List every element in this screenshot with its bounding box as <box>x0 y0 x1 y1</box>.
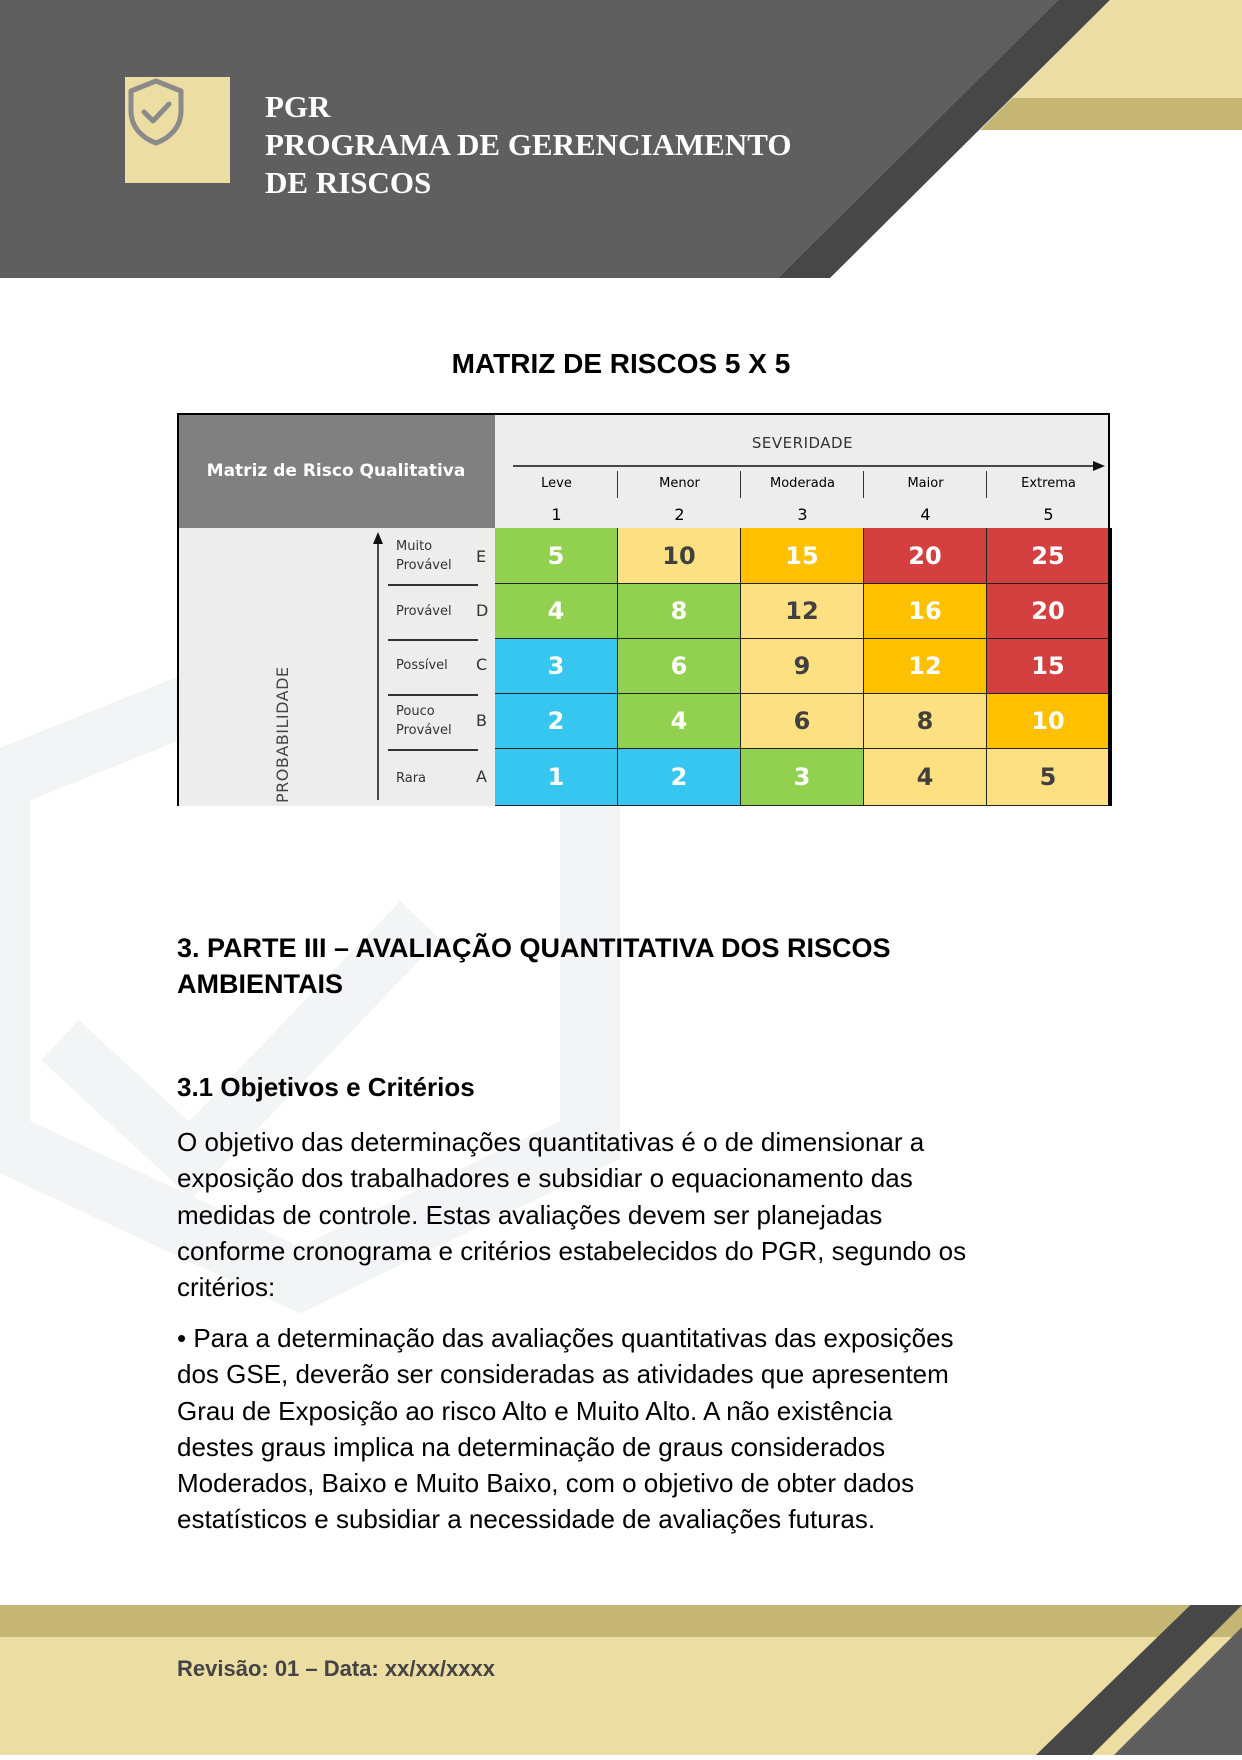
risk-cell: 4 <box>864 749 987 806</box>
revision-info: Revisão: 01 – Data: xx/xx/xxxx <box>177 1656 495 1681</box>
paragraph-line: O objetivo das determinações quantitativas é o de dimensionar a <box>177 1127 925 1157</box>
risk-cell: 1 <box>495 749 618 806</box>
risk-cell: 8 <box>864 694 987 749</box>
probability-axis <box>177 528 495 806</box>
risk-cell: 9 <box>741 639 864 694</box>
paragraph-line: • Para a determinação das avaliações quantitativas das exposições <box>177 1323 954 1353</box>
section-heading-line: 3. PARTE III – AVALIAÇÃO QUANTITATIVA DOS RISCOS <box>177 933 891 963</box>
probability-row <box>382 694 492 749</box>
paragraph-line: dos GSE, deverão ser consideradas as atividades que apresentem <box>177 1359 949 1390</box>
title-line-2: PROGRAMA DE GERENCIAMENTO <box>265 127 792 162</box>
risk-cell: 16 <box>864 584 987 639</box>
probability-label: PROBABILIDADE <box>273 666 292 803</box>
risk-cell: 4 <box>618 694 741 749</box>
severity-label: SEVERIDADE <box>751 434 854 452</box>
risk-cell: 20 <box>864 528 987 584</box>
matrix-title: MATRIZ DE RISCOS 5 X 5 <box>451 348 791 379</box>
paragraph-line: estatísticos e subsidiar a necessidade de avaliações futuras. <box>177 1504 876 1535</box>
risk-cell: 10 <box>618 528 741 584</box>
severity-header <box>495 413 1110 528</box>
probability-row <box>382 639 492 694</box>
paragraph-line: Moderados, Baixo e Muito Baixo, com o objetivo de obter dados <box>177 1468 915 1499</box>
matrix-corner-label: Matriz de Risco Qualitativa <box>177 413 495 528</box>
probability-letter: B <box>476 711 487 730</box>
risk-cell: 2 <box>618 749 741 806</box>
risk-cell: 25 <box>987 528 1110 584</box>
paragraph-line: conforme cronograma e critérios estabelecidos do PGR, segundo os <box>177 1235 967 1266</box>
risk-cell: 20 <box>987 584 1110 639</box>
risk-cell: 10 <box>987 694 1110 749</box>
probability-name: Rara <box>396 771 427 786</box>
severity-number: 5 <box>1043 505 1054 524</box>
shield-check-icon <box>125 77 187 147</box>
risk-cell: 8 <box>618 584 741 639</box>
probability-row <box>382 584 492 639</box>
severity-number: 1 <box>551 505 562 524</box>
risk-cell: 6 <box>741 694 864 749</box>
probability-row <box>382 528 492 584</box>
probability-name: Muito Provável <box>396 539 452 573</box>
severity-name: Maior <box>907 476 944 491</box>
risk-cell: 4 <box>495 584 618 639</box>
severity-name: Moderada <box>770 476 835 491</box>
severity-name: Extrema <box>1021 476 1076 491</box>
paragraph-line: critérios: <box>177 1272 276 1303</box>
probability-letter: A <box>476 767 487 786</box>
section-heading-line: AMBIENTAIS <box>177 969 343 999</box>
risk-cell: 2 <box>495 694 618 749</box>
risk-cell: 3 <box>741 749 864 806</box>
risk-cell: 3 <box>495 639 618 694</box>
severity-number: 2 <box>674 505 685 524</box>
probability-letter: C <box>476 655 488 674</box>
risk-matrix <box>177 413 1110 806</box>
probability-letter: E <box>476 547 487 566</box>
subsection-heading: 3.1 Objetivos e Critérios <box>177 1072 475 1102</box>
risk-cell: 15 <box>987 639 1110 694</box>
risk-cell: 5 <box>987 749 1110 806</box>
paragraph-line: destes graus implica na determinação de graus considerados <box>177 1431 886 1462</box>
title-line-3: DE RISCOS <box>265 165 432 200</box>
severity-number: 4 <box>920 505 931 524</box>
severity-name: Leve <box>541 476 572 491</box>
page-header <box>0 0 1242 278</box>
probability-letter: D <box>476 601 489 620</box>
probability-row <box>382 749 492 806</box>
severity-name: Menor <box>659 476 700 491</box>
probability-name: Provável <box>396 604 452 619</box>
probability-name: Possível <box>396 658 448 673</box>
section-heading <box>177 930 1077 1002</box>
risk-cell: 5 <box>495 528 618 584</box>
paragraph-criteria <box>177 1320 1077 1538</box>
risk-cell: 12 <box>741 584 864 639</box>
probability-name: Pouco Provável <box>396 704 452 738</box>
title-line-1: PGR <box>265 89 331 124</box>
document-title <box>265 88 791 202</box>
paragraph-objective <box>177 1124 1077 1305</box>
risk-grid <box>495 528 1112 806</box>
risk-cell: 6 <box>618 639 741 694</box>
paragraph-line: medidas de controle. Estas avaliações devem ser planejadas <box>177 1199 883 1230</box>
paragraph-line: exposição dos trabalhadores e subsidiar o equacionamento das <box>177 1163 913 1194</box>
paragraph-line: Grau de Exposição ao risco Alto e Muito Alto. A não existência <box>177 1395 893 1426</box>
risk-cell: 15 <box>741 528 864 584</box>
severity-number: 3 <box>797 505 808 524</box>
logo <box>125 77 230 183</box>
risk-cell: 12 <box>864 639 987 694</box>
